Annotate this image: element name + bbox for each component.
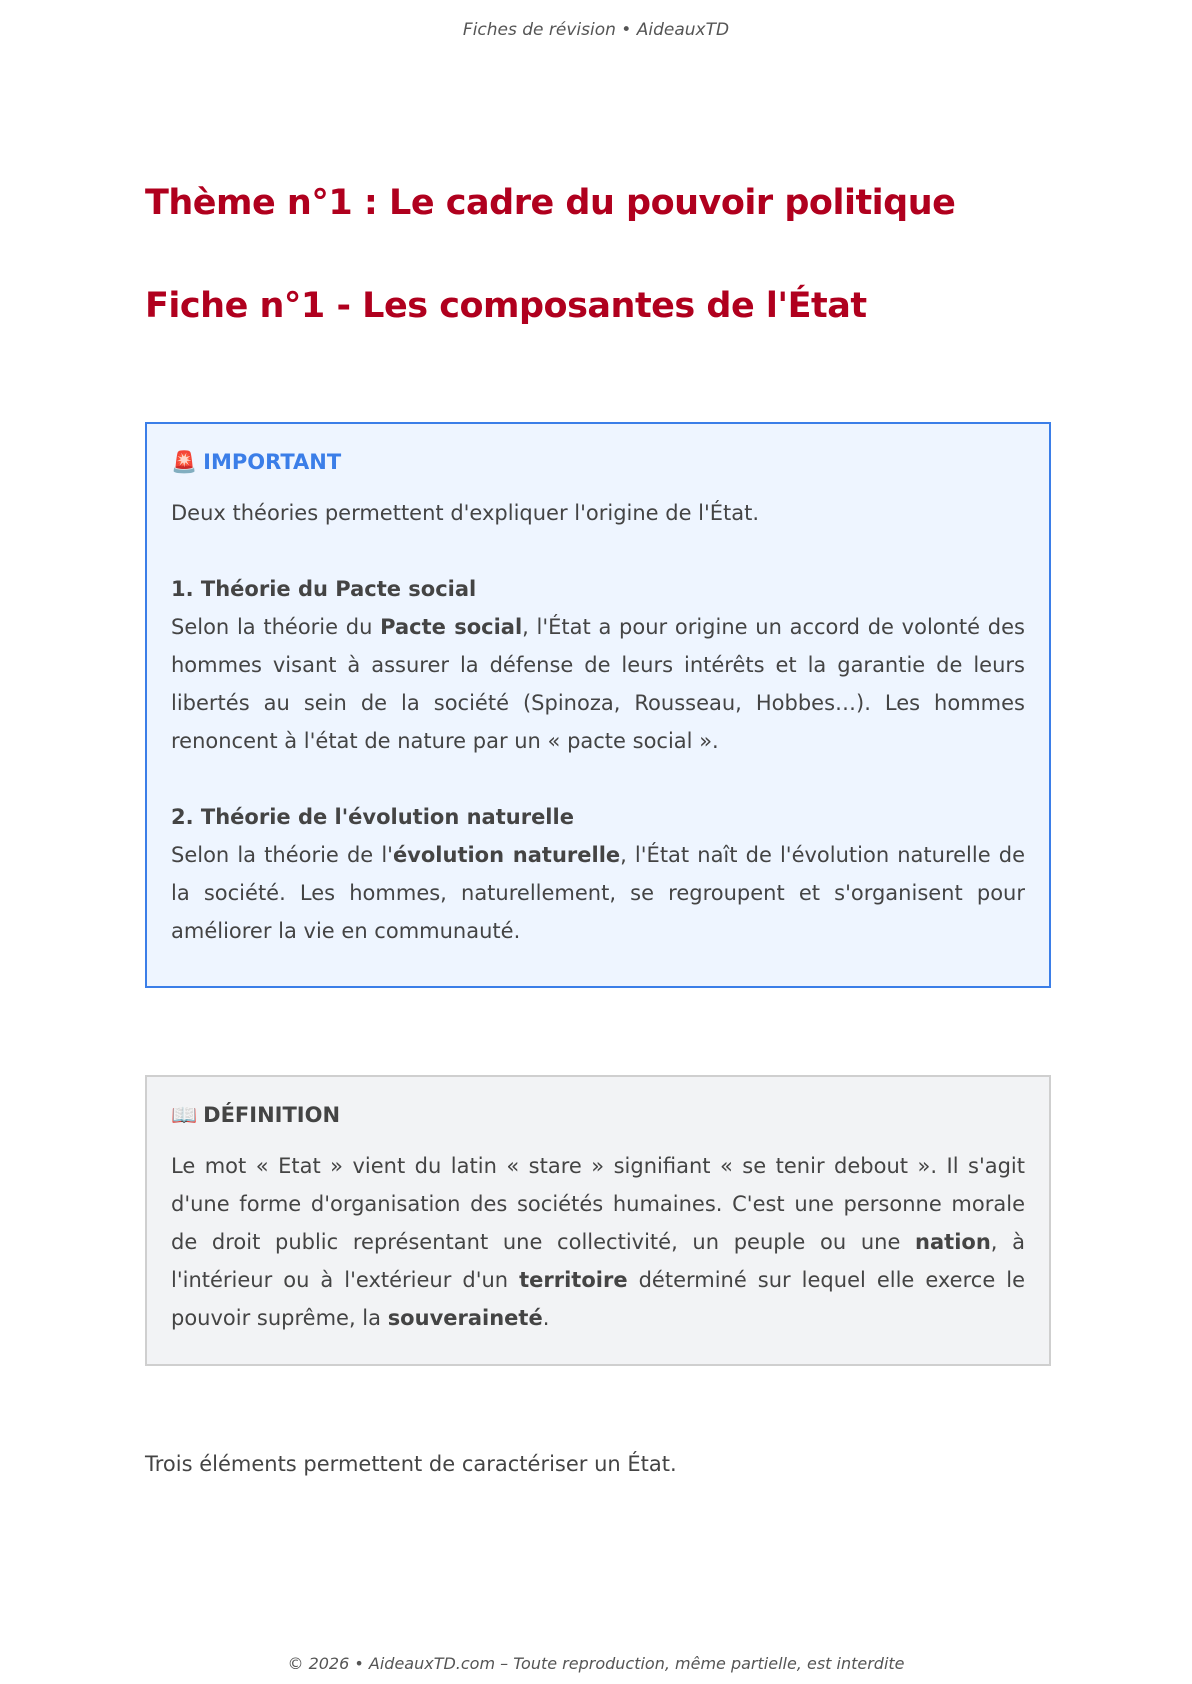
fiche-title: Fiche n°1 - Les composantes de l'État <box>145 286 867 326</box>
definition-keyword-nation: nation <box>915 1230 991 1254</box>
theory-2-text <box>171 836 1025 950</box>
definition-keyword-territoire: territoire <box>519 1268 628 1292</box>
definition-text <box>171 1147 1025 1337</box>
definition-part-1: Le mot « Etat » vient du latin « stare » signifiant « se tenir debout ». Il s'agit d'une forme d'organisation des sociétés humaines. C'est une personne morale de droit public représentant une collectivité, un peuple ou une <box>171 1154 1025 1254</box>
theory-1-text <box>171 608 1025 760</box>
definition-keyword-souverainete: souveraineté <box>387 1306 543 1330</box>
page-header: Fiches de révision • AideauxTD <box>462 20 730 40</box>
definition-part-4: . <box>542 1306 550 1330</box>
important-intro: Deux théories permettent d'expliquer l'origine de l'État. <box>171 501 760 525</box>
theory-2-keyword: évolution naturelle <box>392 843 621 867</box>
theory-2-text-before: Selon la théorie de l' <box>171 843 393 867</box>
theme-title: Thème n°1 : Le cadre du pouvoir politique <box>145 183 956 223</box>
definition-part-2: , à l'intérieur ou à l'extérieur d'un <box>171 1230 1025 1292</box>
elements-intro-text: Trois éléments permettent de caractériser un État. <box>145 1452 677 1476</box>
definition-part-3: déterminé sur lequel elle exerce le pouvoir suprême, la <box>171 1268 1025 1330</box>
important-box-header <box>171 450 1025 474</box>
book-icon: 📖 <box>171 1102 198 1127</box>
spacer <box>171 760 1025 798</box>
definition-box <box>145 1075 1051 1366</box>
important-label: IMPORTANT <box>203 450 342 474</box>
definition-box-header <box>171 1103 1025 1127</box>
page-footer: © 2026 • AideauxTD.com – Toute reproduction, même partielle, est interdite <box>287 1654 905 1673</box>
spacer <box>171 532 1025 570</box>
important-box <box>145 422 1051 988</box>
theory-2-heading: 2. Théorie de l'évolution naturelle <box>171 805 574 829</box>
theory-1-text-after: , l'État a pour origine un accord de volonté des hommes visant à assurer la défense de leurs intérêts et la garantie de leurs libertés au sein de la société (Spinoza, Rousseau, Hobbes…). Les hommes renoncent à l'état de nature par un « pacte social ». <box>171 615 1025 753</box>
theory-1-keyword: Pacte social <box>380 615 523 639</box>
theory-2-text-after: , l'État naît de l'évolution naturelle de la société. Les hommes, naturellement, se regroupent et s'organisent pour améliorer la vie en communauté. <box>171 843 1026 943</box>
theory-1-heading: 1. Théorie du Pacte social <box>171 577 477 601</box>
siren-icon: 🚨 <box>171 449 198 474</box>
definition-label: DÉFINITION <box>203 1103 341 1127</box>
theory-1-text-before: Selon la théorie du <box>171 615 381 639</box>
